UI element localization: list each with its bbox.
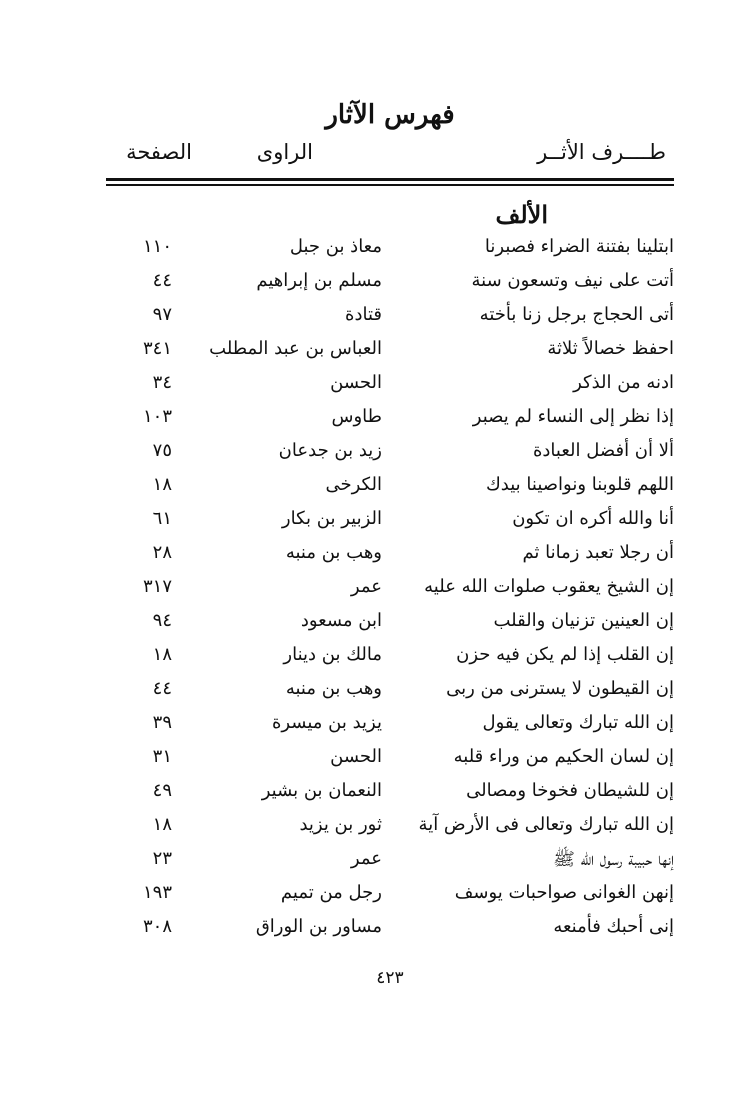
- row-atar-text: اللهم قلوبنا ونواصينا بيدك: [485, 474, 674, 495]
- table-row: [0, 572, 750, 606]
- table-row: [0, 232, 750, 266]
- table-row: [0, 776, 750, 810]
- row-rawi-name: النعمان بن بشير: [261, 780, 382, 801]
- row-atar-text: أتى الحجاج برجل زنا بأخته: [479, 304, 674, 325]
- row-page-number: ٣١٧: [142, 576, 172, 597]
- row-rawi-name: مساور بن الوراق: [255, 916, 382, 937]
- row-atar-text: أنا والله أكره ان تكون: [512, 508, 674, 529]
- row-atar-text: إن للشيطان فخوخا ومصالى: [466, 780, 674, 801]
- row-atar-text: ابتلينا بفتنة الضراء فصبرنا: [484, 236, 674, 257]
- table-row: [0, 606, 750, 640]
- table-row: [0, 878, 750, 912]
- row-rawi-name: ابن مسعود: [300, 610, 382, 631]
- row-page-number: ٣٤: [152, 372, 172, 393]
- row-rawi-name: الحسن: [330, 372, 382, 393]
- table-row: [0, 300, 750, 334]
- row-atar-text: إن العينين تزنيان والقلب: [493, 610, 674, 631]
- row-page-number: ٣٤١: [142, 338, 172, 359]
- row-page-number: ١٠٣: [142, 406, 172, 427]
- row-page-number: ١٩٣: [142, 882, 172, 903]
- table-row: [0, 266, 750, 300]
- row-atar-text: إن لسان الحكيم من وراء قلبه: [453, 746, 674, 767]
- row-page-number: ٩٧: [152, 304, 172, 325]
- row-rawi-name: العباس بن عبد المطلب: [209, 338, 382, 359]
- row-atar-text: احفظ خصالاً ثلاثة: [547, 338, 674, 359]
- row-atar-text: إن الشيخ يعقوب صلوات الله عليه: [424, 576, 674, 597]
- row-rawi-name: وهب بن منبه: [285, 542, 382, 563]
- table-row: [0, 538, 750, 572]
- row-rawi-name: قتادة: [345, 304, 382, 325]
- row-page-number: ٣٩: [152, 712, 172, 733]
- row-atar-text: ألا أن أفضل العبادة: [532, 440, 674, 461]
- row-rawi-name: عمر: [350, 576, 382, 597]
- row-atar-text: إنها حبيبة رسول الله ﷺ: [553, 849, 674, 870]
- page-title: فهرس الآثار: [325, 100, 455, 130]
- row-rawi-name: الكرخى: [325, 474, 382, 495]
- column-header-rawi: الراوى: [256, 140, 313, 164]
- header-rule-thin: [106, 184, 674, 186]
- table-row: [0, 436, 750, 470]
- row-rawi-name: معاذ بن جبل: [289, 236, 382, 257]
- row-page-number: ٢٣: [152, 848, 172, 869]
- table-row: [0, 674, 750, 708]
- page-number: ٤٢٣: [376, 968, 404, 988]
- row-rawi-name: مسلم بن إبراهيم: [256, 270, 382, 291]
- row-rawi-name: يزيد بن ميسرة: [271, 712, 382, 733]
- row-atar-text: إن القلب إذا لم يكن فيه حزن: [456, 644, 674, 665]
- row-rawi-name: طاوس: [331, 406, 382, 427]
- row-page-number: ٢٨: [152, 542, 172, 563]
- row-page-number: ١٨: [152, 644, 172, 665]
- row-rawi-name: ثور بن يزيد: [299, 814, 382, 835]
- row-atar-text: إنهن الغوانى صواحبات يوسف: [454, 882, 674, 903]
- row-page-number: ١٨: [152, 474, 172, 495]
- row-page-number: ٧٥: [152, 440, 172, 461]
- row-page-number: ٤٤: [152, 678, 172, 699]
- row-rawi-name: الحسن: [330, 746, 382, 767]
- table-row: [0, 640, 750, 674]
- row-rawi-name: مالك بن دينار: [283, 644, 382, 665]
- row-atar-text: ادنه من الذكر: [573, 372, 674, 393]
- table-row: [0, 912, 750, 946]
- table-row: [0, 402, 750, 436]
- table-row: [0, 742, 750, 776]
- row-rawi-name: الزبير بن بكار: [281, 508, 382, 529]
- table-row: [0, 504, 750, 538]
- row-page-number: ٩٤: [152, 610, 172, 631]
- row-page-number: ١٨: [152, 814, 172, 835]
- section-heading: الألف: [495, 200, 548, 229]
- header-rule-thick: [106, 178, 674, 181]
- index-table: [0, 232, 750, 946]
- row-rawi-name: رجل من تميم: [280, 882, 382, 903]
- row-rawi-name: عمر: [350, 848, 382, 869]
- table-row: [0, 708, 750, 742]
- row-atar-text: أتت على نيف وتسعون سنة: [471, 270, 674, 291]
- row-atar-text: إن الله تبارك وتعالى فى الأرض آية: [418, 814, 674, 835]
- row-page-number: ٦١: [152, 508, 172, 529]
- row-page-number: ٤٩: [152, 780, 172, 801]
- row-atar-text: أن رجلا تعبد زمانا ثم: [522, 542, 674, 563]
- table-row: [0, 844, 750, 878]
- row-atar-text: إنى أحبك فأمنعه: [553, 916, 674, 937]
- table-row: [0, 470, 750, 504]
- column-header-atar: طــــرف الأثــر: [537, 140, 666, 164]
- table-row: [0, 334, 750, 368]
- table-row: [0, 810, 750, 844]
- row-page-number: ١١٠: [142, 236, 172, 257]
- row-rawi-name: زيد بن جدعان: [278, 440, 382, 461]
- row-atar-text: إن الله تبارك وتعالى يقول: [482, 712, 674, 733]
- row-atar-text: إذا نظر إلى النساء لم يصبر: [472, 406, 674, 427]
- table-row: [0, 368, 750, 402]
- column-header-page: الصفحة: [126, 140, 192, 164]
- row-rawi-name: وهب بن منبه: [285, 678, 382, 699]
- row-page-number: ٣١: [152, 746, 172, 767]
- row-atar-text: إن القيطون لا يسترنى من ربى: [446, 678, 674, 699]
- row-page-number: ٤٤: [152, 270, 172, 291]
- row-page-number: ٣٠٨: [142, 916, 172, 937]
